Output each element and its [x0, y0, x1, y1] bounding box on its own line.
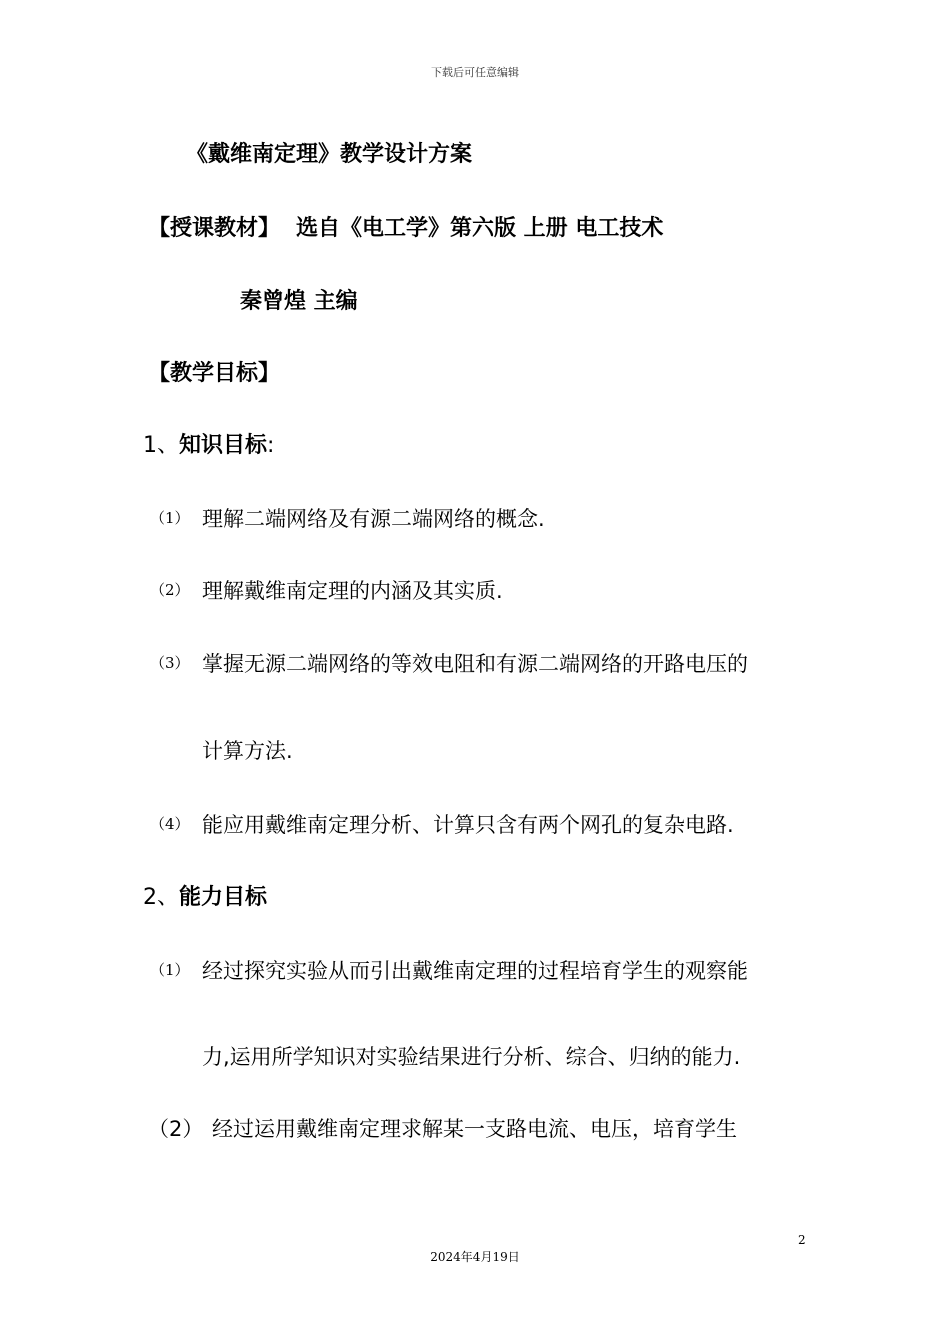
ability-heading: [143, 880, 267, 911]
ability-number: 2、: [143, 885, 179, 910]
knowledge-title: 知识目标: [179, 433, 268, 458]
footer-date: 2024年4月19日: [430, 1250, 520, 1264]
ability-item-2-number: （2）: [148, 1117, 204, 1141]
ability-item-1-continuation: 力,运用所学知识对实验结果进行分析、综合、归纳的能力.: [202, 1045, 741, 1069]
knowledge-item-2-text: 理解戴维南定理的内涵及其实质.: [202, 579, 503, 603]
knowledge-colon: :: [267, 433, 275, 458]
knowledge-heading: [143, 428, 274, 459]
textbook-label: 【授课教材】: [148, 216, 281, 241]
ability-title: 能力目标: [179, 885, 268, 910]
page-number: 2: [798, 1233, 806, 1247]
knowledge-number: 1、: [143, 433, 179, 458]
knowledge-item-4-number: （4）: [150, 815, 190, 833]
textbook-editor: 秦曾煌 主编: [240, 289, 358, 314]
knowledge-item-1-text: 理解二端网络及有源二端网络的概念.: [202, 507, 545, 531]
document-title: 《戴维南定理》教学设计方案: [186, 142, 473, 167]
ability-item-1-text: 经过探究实验从而引出戴维南定理的过程培育学生的观察能: [202, 959, 748, 983]
page-header-note: 下载后可任意编辑: [431, 66, 519, 79]
objectives-heading: 【教学目标】: [148, 361, 281, 386]
textbook-source: 选自《电工学》第六版 上册 电工技术: [296, 216, 664, 241]
knowledge-item-3-text: 掌握无源二端网络的等效电阻和有源二端网络的开路电压的: [202, 652, 748, 676]
ability-item-2-text: 经过运用戴维南定理求解某一支路电流、电压，培育学生: [212, 1117, 737, 1141]
knowledge-item-2-number: （2）: [150, 581, 190, 599]
knowledge-item-3-continuation: 计算方法.: [202, 739, 293, 763]
knowledge-item-4-text: 能应用戴维南定理分析、计算只含有两个网孔的复杂电路.: [202, 813, 734, 837]
knowledge-item-3-number: （3）: [150, 654, 190, 672]
knowledge-item-1-number: （1）: [150, 509, 190, 527]
ability-item-1-number: （1）: [150, 961, 190, 979]
